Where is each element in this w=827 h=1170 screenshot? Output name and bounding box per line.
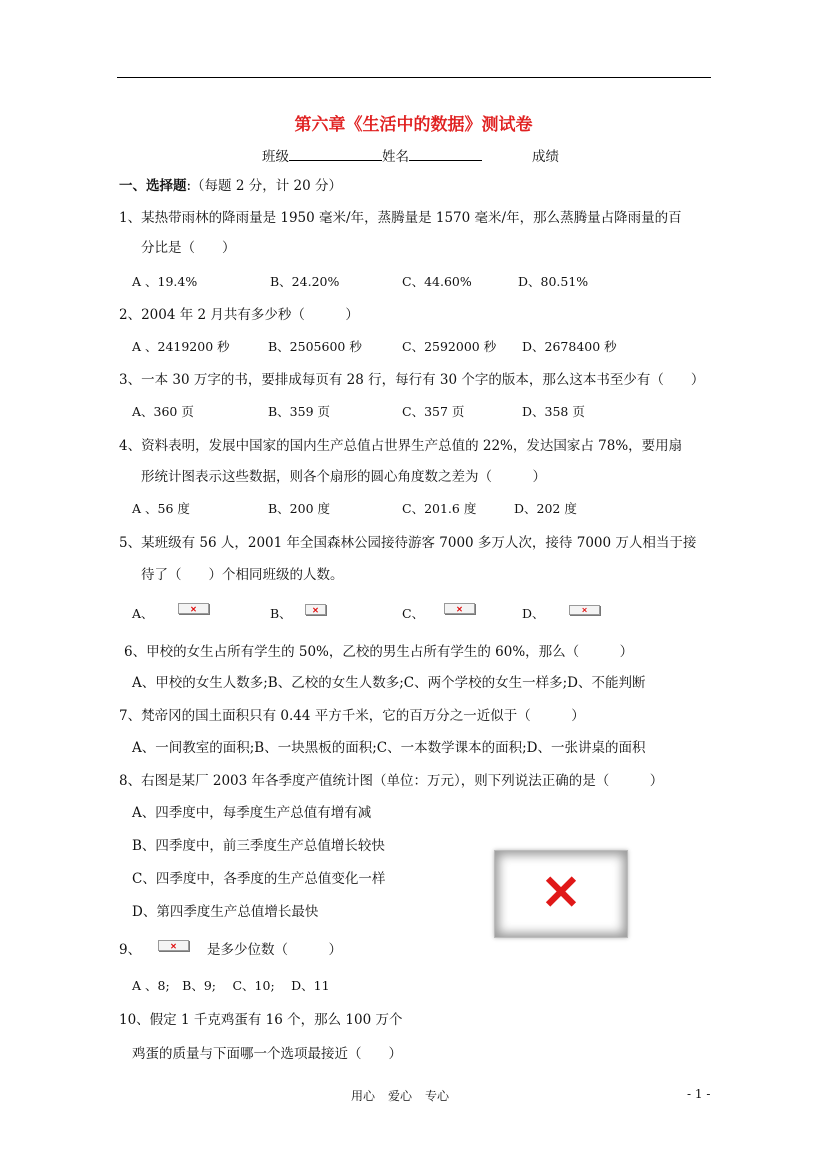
class-label: 班级 bbox=[262, 149, 289, 165]
broken-image-icon: ✕ bbox=[178, 603, 209, 614]
page-footer bbox=[351, 1087, 462, 1104]
question-9-number: 9、 bbox=[119, 942, 142, 958]
q1-option-a: A 、19.4% bbox=[132, 274, 198, 289]
q9-options: A 、8; B、9; C、10; D、11 bbox=[132, 978, 330, 993]
q3-option-c: C、357 页 bbox=[402, 404, 465, 419]
question-2-line-1: 2、2004 年 2 月共有多少秒（ ） bbox=[119, 307, 359, 323]
page-number: - 1 - bbox=[687, 1087, 711, 1101]
question-5-line-2: 待了（ ）个相同班级的人数。 bbox=[141, 567, 344, 583]
section-heading: 一、选择题:（每题 2 分，计 20 分） bbox=[119, 178, 342, 194]
name-label: 姓名 bbox=[382, 149, 409, 165]
q1-option-b: B、24.20% bbox=[270, 274, 340, 289]
q2-option-a: A 、2419200 秒 bbox=[132, 339, 230, 354]
q2-option-d: D、2678400 秒 bbox=[522, 339, 617, 354]
q3-option-b: B、359 页 bbox=[268, 404, 331, 419]
broken-image-icon: ✕ bbox=[444, 603, 475, 614]
q6-options: A、甲校的女生人数多;B、乙校的女生人数多;C、两个学校的女生一样多;D、不能判断 bbox=[132, 675, 646, 691]
q8-option-c: C、四季度中，各季度的生产总值变化一样 bbox=[132, 871, 386, 887]
student-info-line bbox=[262, 145, 559, 165]
question-4-line-2: 形统计图表示这些数据，则各个扇形的圆心角度数之差为（ ） bbox=[141, 469, 546, 485]
q8-option-d: D、第四季度生产总值增长最快 bbox=[132, 904, 319, 920]
q5-option-c: C、 bbox=[402, 606, 425, 621]
question-6-line-1: 6、甲校的女生占所有学生的 50%，乙校的男生占所有学生的 60%，那么（ ） bbox=[124, 644, 634, 660]
document-title: 第六章《生活中的数据》测试卷 bbox=[294, 115, 533, 135]
broken-image-icon: ✕ bbox=[305, 604, 326, 615]
q8-option-a: A、四季度中，每季度生产总值有增有减 bbox=[132, 805, 372, 821]
q5-option-a: A、 bbox=[132, 606, 154, 621]
q5-option-b: B、 bbox=[270, 606, 292, 621]
question-8-line-1: 8、右图是某厂 2003 年各季度产值统计图（单位：万元），则下列说法正确的是（ ） bbox=[119, 773, 664, 789]
score-label: 成绩 bbox=[532, 149, 559, 165]
question-4-line-1: 4、资料表明，发展中国家的国内生产总值占世界生产总值的 22%，发达国家占 78%，要用扇 bbox=[119, 438, 683, 454]
q2-option-c: C、2592000 秒 bbox=[402, 339, 497, 354]
q4-option-a: A 、56 度 bbox=[132, 501, 190, 516]
question-10-line-2: 鸡蛋的质量与下面哪一个选项最接近（ ） bbox=[132, 1046, 402, 1062]
q5-option-d: D、 bbox=[522, 606, 545, 621]
question-1-line-1: 1、某热带雨林的降雨量是 1950 毫米/年，蒸腾量是 1570 毫米/年，那么蒸腾量占降雨量的百 bbox=[119, 210, 682, 226]
question-10-line-1: 10、假定 1 千克鸡蛋有 16 个，那么 100 万个 bbox=[119, 1012, 403, 1028]
broken-image-icon: ✕ bbox=[569, 605, 600, 615]
footer-item: 用心 bbox=[351, 1089, 376, 1103]
q3-option-d: D、358 页 bbox=[522, 404, 585, 419]
question-5-line-1: 5、某班级有 56 人，2001 年全国森林公园接待游客 7000 多万人次，接待 7000 万人相当于接 bbox=[119, 535, 697, 551]
footer-item: 爱心 bbox=[388, 1089, 413, 1103]
class-blank bbox=[289, 146, 382, 161]
broken-chart-image-icon: ✕ bbox=[494, 850, 628, 938]
name-blank bbox=[409, 146, 482, 161]
q4-option-b: B、200 度 bbox=[268, 501, 331, 516]
footer-item: 专心 bbox=[425, 1089, 450, 1103]
q2-option-b: B、2505600 秒 bbox=[268, 339, 362, 354]
question-9-text: 是多少位数（ ） bbox=[207, 942, 342, 958]
q8-option-b: B、四季度中，前三季度生产总值增长较快 bbox=[132, 838, 385, 854]
question-3-line-1: 3、一本 30 万字的书，要排成每页有 28 行，每行有 30 个字的版本，那么这本书至少有（ ） bbox=[119, 372, 705, 388]
q4-option-c: C、201.6 度 bbox=[402, 501, 477, 516]
q7-options: A、一间教室的面积;B、一块黑板的面积;C、一本数学课本的面积;D、一张讲桌的面积 bbox=[132, 740, 646, 756]
q1-option-c: C、44.60% bbox=[402, 274, 472, 289]
question-7-line-1: 7、梵帝冈的国土面积只有 0.44 平方千米，它的百万分之一近似于（ ） bbox=[119, 708, 585, 724]
q3-option-a: A、360 页 bbox=[132, 404, 194, 419]
q4-option-d: D、202 度 bbox=[514, 501, 577, 516]
broken-image-icon: ✕ bbox=[158, 940, 189, 951]
header-rule bbox=[117, 77, 711, 78]
question-1-line-2: 分比是（ ） bbox=[141, 240, 236, 256]
q1-option-d: D、80.51% bbox=[518, 274, 589, 289]
